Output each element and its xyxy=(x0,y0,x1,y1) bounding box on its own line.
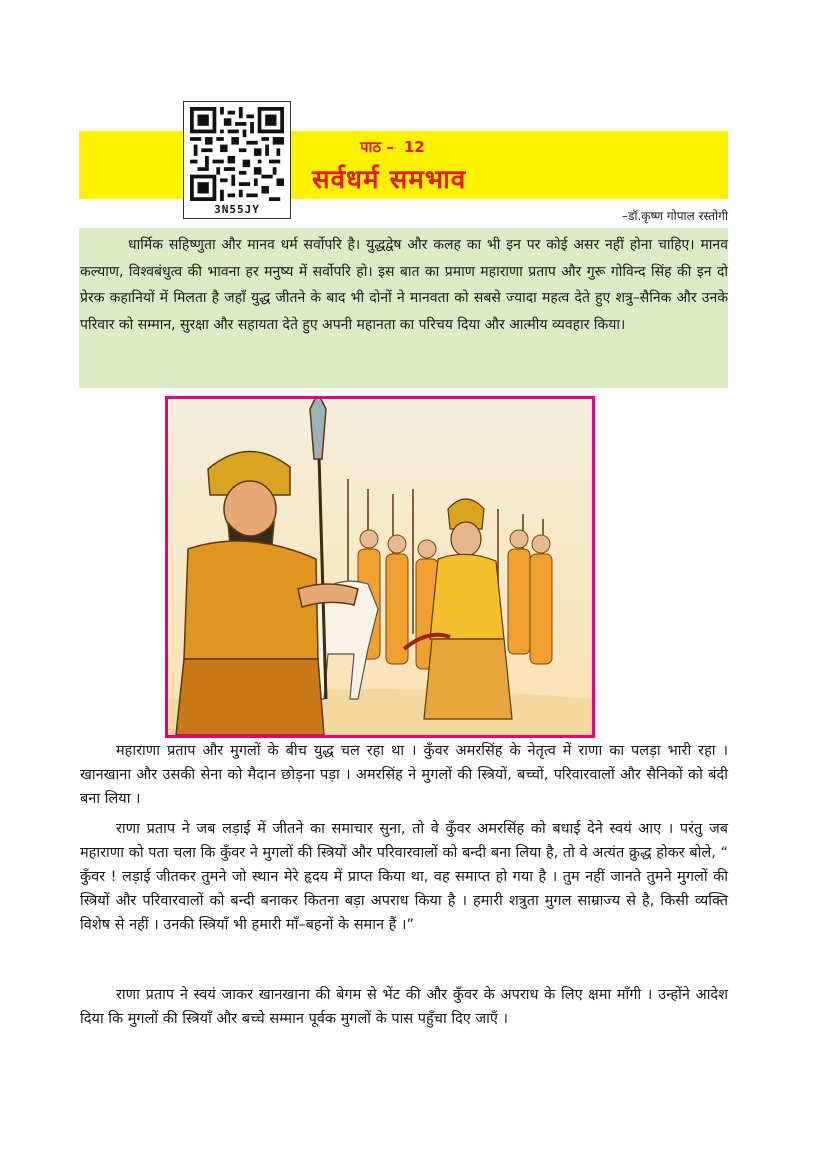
illustration xyxy=(165,396,595,738)
story-paragraph-1: महाराणा प्रताप और मुगलों के बीच युद्ध चल रहा था । कुँवर अमरसिंह के नेतृत्व में राणा का पलड़ा भारी रहा । खानखाना और उसकी सेना को मैदान छोड़ना पड़ा । अमरसिंह ने मुगलों की स्त्रियों, बच्चों, परिवारवालों और सैनिकों को बंदी बना लिया । xyxy=(80,743,728,807)
intro-paragraph: धार्मिक सहिष्णुता और मानव धर्म सर्वोपरि है। युद्धद्वेष और कलह का भी इन पर कोई असर नहीं होना चाहिए। मानव कल्याण, विश्वबंधुत्व की भावना हर मनुष्य में सर्वोपरि हो। इस बात का प्रमाण महाराणा प्रताप और गुरू गोविन्द सिंह की इन दो प्रेरक कहानियों में मिलता है जहाँ युद्ध जीतने के बाद भी दोनों ने मानवता को सबसे ज्यादा महत्व देते हुए शत्रु–सैनिक और उनके परिवार को सम्मान, सुरक्षा और सहायता देते हुए अपनी महानता का परिचय दिया और आत्मीय व्यवहार किया। xyxy=(80,237,729,333)
story-paragraph-2: राणा प्रताप ने जब लड़ाई में जीतने का समाचार सुना, तो वे कुँवर अमरसिंह को बधाई देने स्वयं आए । परंतु जब महाराणा को पता चला कि कुँवर ने मुगलों की स्त्रियों और परिवारवालों को बन्दी बना लिया है, तो वे अत्यंत क्रुद्ध होकर बोले, “ कुँवर ! लड़ाई जीतकर तुमने जो स्थान मेरे हृदय में प्राप्त किया था, वह समाप्त हो गया है । तुम नहीं जानते तुमने मुगलों की स्त्रियों और परिवारवालों को बन्दी बनाकर कितना बड़ा अपराध किया है । हमारी शत्रुता मुगल साम्राज्य से है, किसी व्यक्ति विशेष से नहीं । उनकी स्त्रियाँ भी हमारी माँ–बहनों के समान हैं ।” xyxy=(80,821,728,933)
qr-code[interactable] xyxy=(183,101,291,219)
story-paragraph-3: राणा प्रताप ने स्वयं जाकर खानखाना की बेगम से भेंट की और कुँवर के अपराध के लिए क्षमा माँगी । उन्होंने आदेश दिया कि मुगलों की स्त्रियाँ और बच्चे सम्मान पूर्वक मुगलों के पास पहुँचा दिए जाएँ । xyxy=(80,987,728,1027)
lesson-label: पाठ – xyxy=(360,138,394,156)
author-name: –डॉ.कृष्ण गोपाल रस्तोगी xyxy=(621,209,728,223)
lesson-number: 12 xyxy=(403,138,425,156)
qr-code-icon xyxy=(190,107,284,201)
battle-scene-illustration xyxy=(168,399,592,735)
lesson-title: सर्वधर्म समभाव xyxy=(312,165,467,195)
qr-code-text: 3N55JY xyxy=(214,203,260,216)
lesson-number-line xyxy=(360,137,425,157)
